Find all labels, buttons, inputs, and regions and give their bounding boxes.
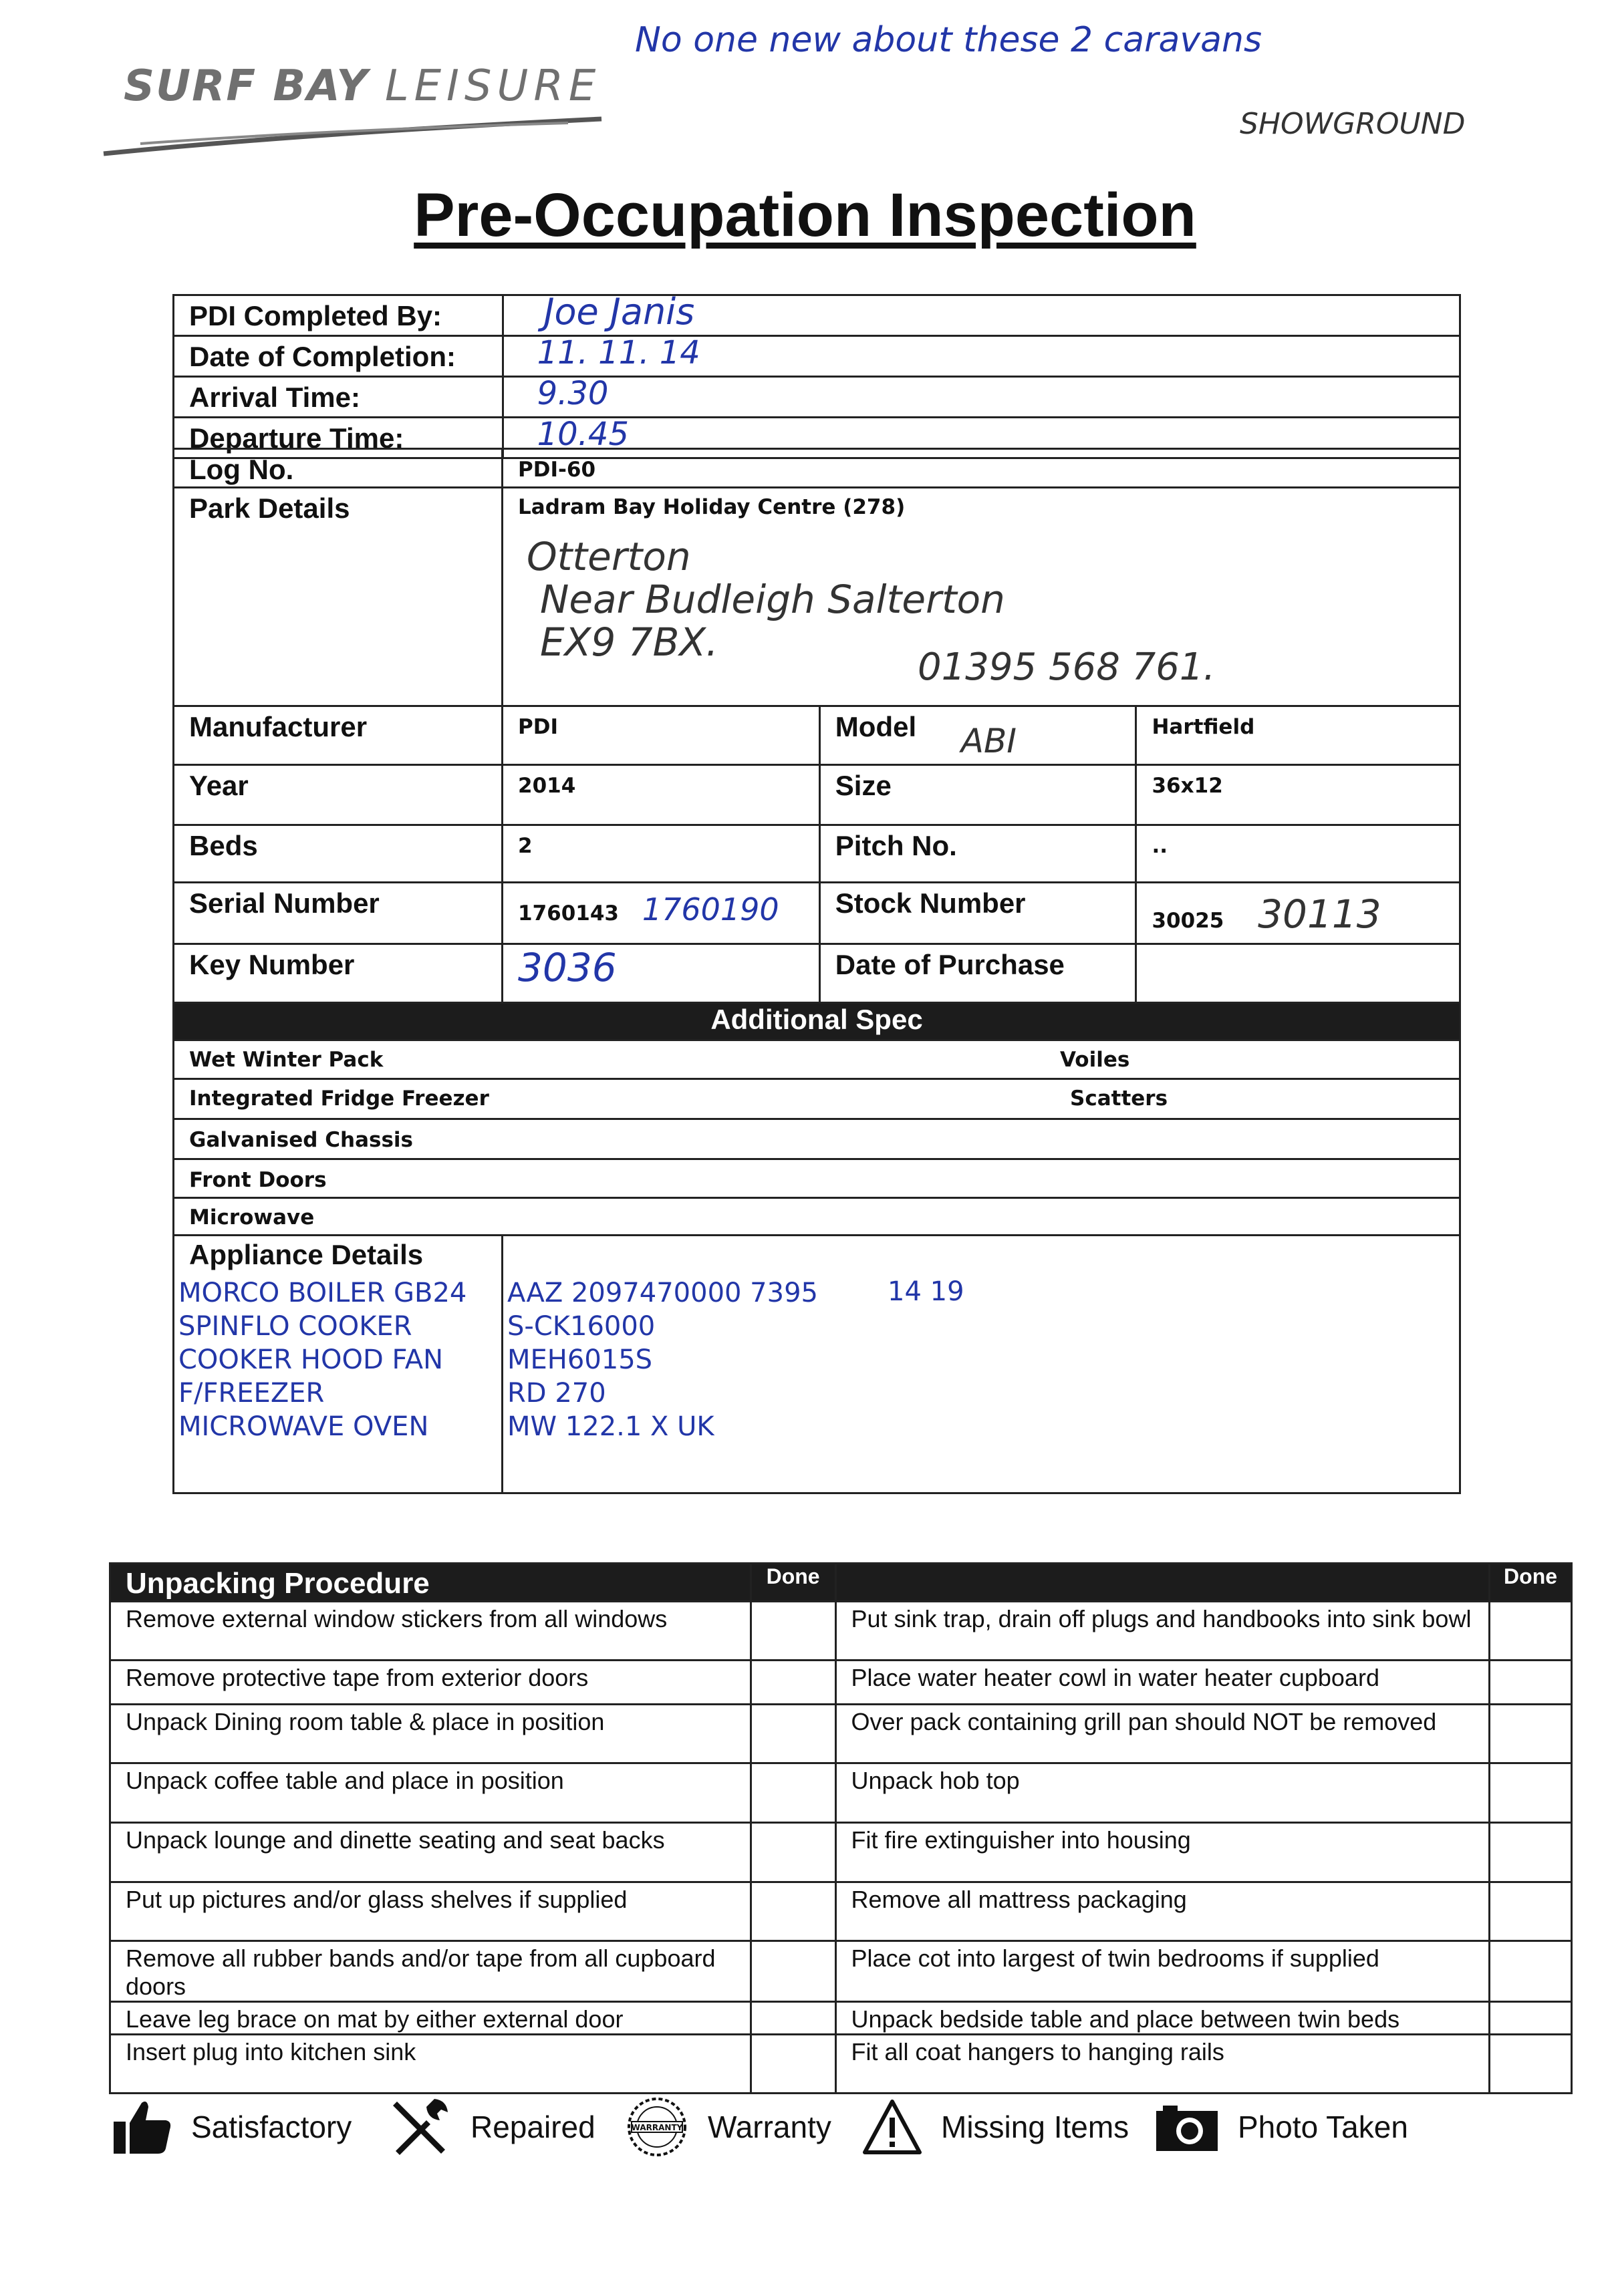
done-checkbox[interactable] [1490, 1661, 1572, 1705]
stock-cell [1136, 883, 1460, 944]
task-right: Place cot into largest of twin bedrooms if supplied [835, 1941, 1490, 2002]
spec-row [174, 1198, 1460, 1236]
park-name: Ladram Bay Holiday Centre (278) [518, 495, 906, 519]
done-checkbox[interactable] [1490, 2002, 1572, 2035]
spec-left: Galvanised Chassis [189, 1128, 413, 1152]
size-value: 36x12 [1136, 765, 1460, 825]
pitch-value: .. [1136, 825, 1460, 883]
beds-value: 2 [503, 825, 820, 883]
task-left: Insert plug into kitchen sink [110, 2035, 751, 2094]
task-left: Leave leg brace on mat by either external door [110, 2002, 751, 2035]
done-checkbox[interactable] [751, 1661, 835, 1705]
spec-right: Voiles [1060, 1048, 1130, 1072]
pitch-label: Pitch No. [819, 825, 1136, 883]
task-right: Place water heater cowl in water heater cupboard [835, 1661, 1490, 1705]
manufacturer-label: Manufacturer [174, 706, 503, 765]
task-right: Unpack hob top [835, 1763, 1490, 1823]
done-checkbox[interactable] [751, 1602, 835, 1661]
legend-label: Satisfactory [191, 2110, 352, 2144]
spec-left: Wet Winter Pack [189, 1048, 384, 1072]
serial-handwritten: 1760190 [642, 891, 779, 927]
spec-row [174, 1079, 1460, 1119]
legend-photo-taken [1155, 2104, 1408, 2150]
appliance-name: COOKER HOOD FAN [178, 1344, 444, 1375]
spec-row [174, 1119, 1460, 1159]
purchase-label: Date of Purchase [819, 944, 1136, 1003]
done-checkbox[interactable] [751, 1882, 835, 1941]
appliance-name: MORCO BOILER GB24 [178, 1278, 467, 1308]
legend-warranty [625, 2104, 831, 2150]
task-right: Fit fire extinguisher into housing [835, 1823, 1490, 1882]
legend-label: Photo Taken [1238, 2110, 1408, 2144]
legend-missing-items [862, 2104, 1129, 2150]
task-right: Fit all coat hangers to hanging rails [835, 2035, 1490, 2094]
appliance-model: MEH6015S [507, 1344, 653, 1375]
spec-left: Front Doors [189, 1168, 327, 1192]
done-checkbox[interactable] [1490, 1941, 1572, 2002]
appliance-model: AAZ 2097470000 7395 [507, 1278, 818, 1308]
arrival-time-label: Arrival Time: [174, 377, 503, 418]
legend-label: Repaired [471, 2110, 595, 2144]
done-checkbox[interactable] [751, 1941, 835, 2002]
legend-label: Warranty [708, 2110, 831, 2144]
task-right: Unpack bedside table and place between twin beds [835, 2002, 1490, 2035]
park-phone: 01395 568 761. [918, 645, 1216, 689]
log-no-label: Log No. [174, 449, 503, 488]
appliance-models-cell [503, 1236, 1460, 1493]
done-checkbox[interactable] [1490, 1882, 1572, 1941]
model-label-cell [819, 706, 1136, 765]
completion-table [172, 291, 1461, 459]
logo-swoosh [100, 114, 608, 160]
stock-value: 30025 [1152, 909, 1224, 933]
arrival-time-value[interactable]: 9.30 [503, 377, 1460, 418]
completed-by-value[interactable]: Joe Janis [503, 295, 1460, 336]
tools-icon [388, 2095, 452, 2159]
page-title: Pre-Occupation Inspection [414, 181, 1196, 249]
task-right: Remove all mattress packaging [835, 1882, 1490, 1941]
park-details-cell [503, 488, 1460, 706]
park-address-line: EX9 7BX. [540, 619, 718, 665]
done-checkbox[interactable] [751, 2002, 835, 2035]
task-right: Put sink trap, drain off plugs and handbooks into sink bowl [835, 1602, 1490, 1661]
appliance-model: S-CK16000 [507, 1311, 656, 1342]
park-details-label: Park Details [174, 488, 503, 706]
serial-label: Serial Number [174, 883, 503, 944]
appliance-model: MW 122.1 X UK [507, 1411, 714, 1442]
log-no-value: PDI-60 [503, 449, 1460, 488]
handwritten-note: No one new about these 2 caravans [635, 20, 1262, 60]
spec-right: Scatters [1070, 1087, 1168, 1111]
year-value: 2014 [503, 765, 820, 825]
task-right: Over pack containing grill pan should NOT be removed [835, 1705, 1490, 1763]
beds-label: Beds [174, 825, 503, 883]
spec-row [174, 1040, 1460, 1079]
done-checkbox[interactable] [751, 1763, 835, 1823]
done-checkbox[interactable] [751, 2035, 835, 2094]
logo-sub: LEISURE [384, 61, 601, 111]
done-header: Done [1490, 1564, 1572, 1602]
task-left: Unpack Dining room table & place in position [110, 1705, 751, 1763]
size-label: Size [819, 765, 1136, 825]
task-left: Remove external window stickers from all windows [110, 1602, 751, 1661]
year-label: Year [174, 765, 503, 825]
handwritten-note-2: SHOWGROUND [1240, 107, 1466, 141]
serial-cell [503, 883, 820, 944]
stock-handwritten: 30113 [1258, 891, 1381, 937]
model-handwritten: ABI [960, 722, 1017, 760]
purchase-value [1136, 944, 1460, 1003]
task-left: Unpack lounge and dinette seating and seat backs [110, 1823, 751, 1882]
legend-repaired [388, 2104, 595, 2150]
appliance-model: RD 270 [507, 1378, 606, 1409]
completed-by-label: PDI Completed By: [174, 295, 503, 336]
spec-left: Microwave [189, 1205, 315, 1230]
departure-time-label: Departure Time: [174, 418, 503, 458]
thumbs-up-icon [112, 2099, 172, 2155]
unpacking-table [109, 1562, 1573, 2094]
serial-value: 1760143 [518, 901, 620, 925]
departure-time-value[interactable]: 10.45 [503, 418, 1460, 458]
park-address-line: Otterton [527, 534, 691, 579]
appliance-names-list [178, 1276, 466, 1443]
additional-spec-heading: Additional Spec [174, 1003, 1460, 1040]
legend-satisfactory [112, 2104, 352, 2150]
done-checkbox[interactable] [1490, 1705, 1572, 1763]
unpacking-heading-blank [835, 1564, 1490, 1602]
appliance-label: Appliance Details [189, 1239, 424, 1270]
camera-icon [1155, 2102, 1219, 2152]
appliance-name: F/FREEZER [178, 1378, 325, 1409]
done-checkbox[interactable] [751, 1823, 835, 1882]
unpacking-heading: Unpacking Procedure [110, 1564, 751, 1602]
done-checkbox[interactable] [1490, 1823, 1572, 1882]
spec-row [174, 1159, 1460, 1198]
logo-main: SURF BAY [124, 61, 369, 111]
task-left: Remove protective tape from exterior doors [110, 1661, 751, 1705]
done-checkbox[interactable] [1490, 1763, 1572, 1823]
warranty-seal-icon [625, 2095, 689, 2159]
key-label: Key Number [174, 944, 503, 1003]
details-table [172, 448, 1461, 1494]
manufacturer-value: PDI [503, 706, 820, 765]
warranty-seal-text: WARRANTY [631, 2123, 683, 2132]
date-of-completion-value[interactable]: 11. 11. 14 [503, 336, 1460, 377]
date-of-completion-label: Date of Completion: [174, 336, 503, 377]
done-checkbox[interactable] [1490, 1602, 1572, 1661]
appliance-extra: 14 19 [888, 1276, 964, 1307]
done-checkbox[interactable] [1490, 2035, 1572, 2094]
done-header: Done [751, 1564, 835, 1602]
task-left: Put up pictures and/or glass shelves if supplied [110, 1882, 751, 1941]
appliance-name: MICROWAVE OVEN [178, 1411, 429, 1442]
model-value: Hartfield [1136, 706, 1460, 765]
model-label: Model [835, 711, 917, 742]
stock-label: Stock Number [819, 883, 1136, 944]
spec-left: Integrated Fridge Freezer [189, 1087, 489, 1111]
appliance-models-list [507, 1276, 818, 1443]
legend-label: Missing Items [941, 2110, 1129, 2144]
task-left: Remove all rubber bands and/or tape from all cupboard doors [110, 1941, 751, 2002]
warning-icon [862, 2099, 922, 2155]
park-address-line: Near Budleigh Salterton [540, 577, 1005, 622]
task-left: Unpack coffee table and place in position [110, 1763, 751, 1823]
company-logo [124, 61, 601, 111]
done-checkbox[interactable] [751, 1705, 835, 1763]
park-address [527, 535, 1005, 664]
appliance-name: SPINFLO COOKER [178, 1311, 412, 1342]
key-value: 3036 [503, 944, 820, 1003]
appliance-names-cell [174, 1236, 503, 1493]
